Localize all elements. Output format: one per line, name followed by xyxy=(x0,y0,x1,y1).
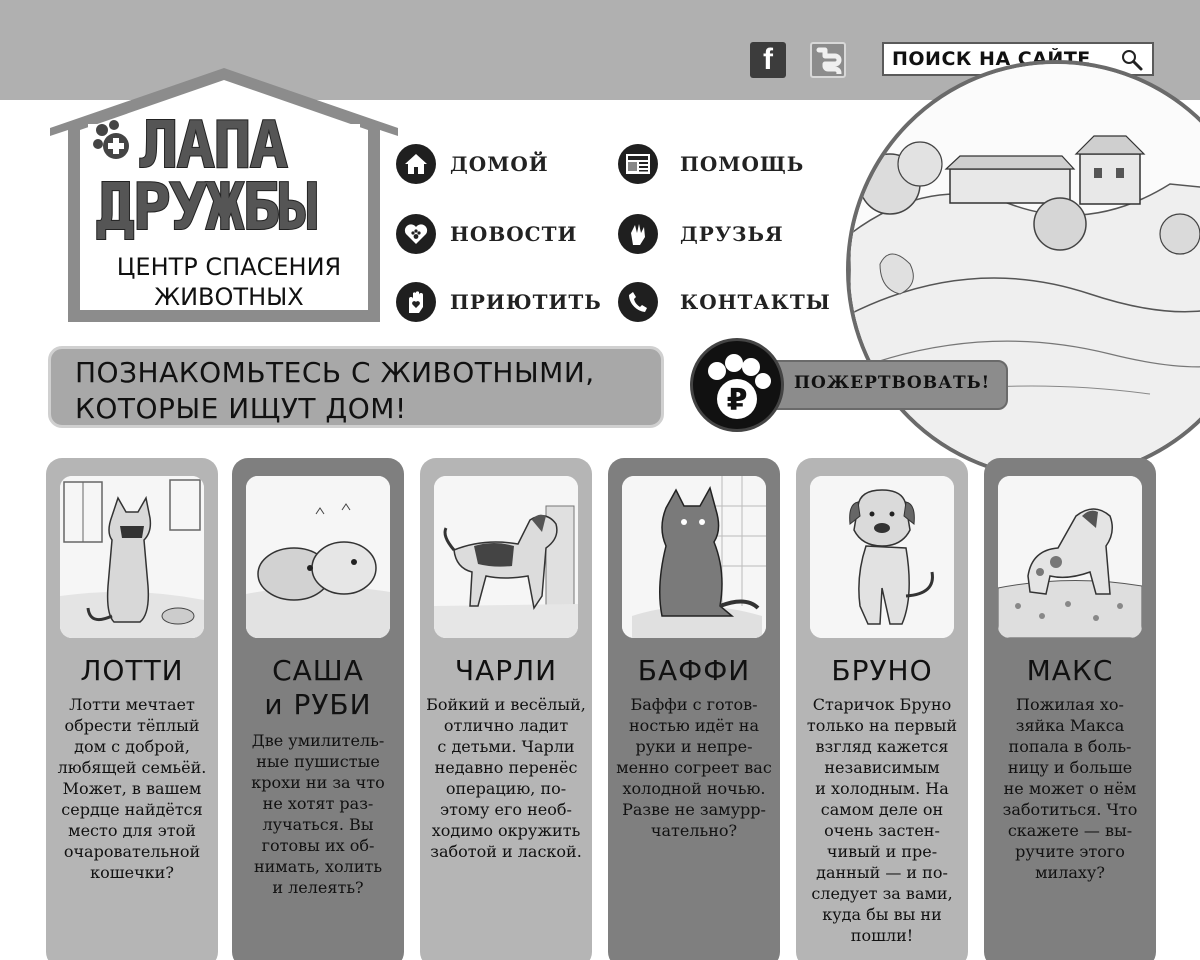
paw-heart-icon xyxy=(396,214,436,254)
animal-name: МАКС xyxy=(1026,654,1114,687)
phone-icon xyxy=(618,282,658,322)
paw-plus-icon xyxy=(92,120,140,166)
nav-adopt[interactable] xyxy=(396,282,602,322)
animal-name: ЛОТТИ xyxy=(80,654,184,687)
home-icon xyxy=(396,144,436,184)
hand-heart-icon xyxy=(396,282,436,322)
animal-photo-dog-buffy[interactable] xyxy=(622,476,766,638)
donate-label: ПОЖЕРТВОВАТЬ! xyxy=(794,373,991,393)
animal-description: Старичок Бруно только на первый взгляд кажется независимым и холодным. На самом деле он очень застен- чивый и пре- данный — и по- следует за вами, куда бы вы ни пошли! xyxy=(806,695,958,945)
nav-adopt-label: ПРИЮТИТЬ xyxy=(450,290,602,314)
animal-photo-dog-charlie[interactable] xyxy=(434,476,578,638)
animal-description: Пожилая хо- зяйка Макса попала в боль- ницу и больше не может о нём заботиться. Что скажете — вы- ручите этого милаху? xyxy=(1002,695,1138,882)
nav-news-label: НОВОСТИ xyxy=(450,222,578,246)
nav-contacts[interactable] xyxy=(618,282,831,322)
nav-friends[interactable] xyxy=(618,214,784,254)
paw-ruble-icon xyxy=(690,338,784,432)
logo-tagline: ЦЕНТР СПАСЕНИЯ ЖИВОТНЫХ xyxy=(116,253,342,311)
animal-description: Две умилитель- ные пушистые крохи ни за что не хотят раз- лучаться. Вы готовы их об- нимать, холить и лелеять? xyxy=(251,731,385,897)
animal-name: БАФФИ xyxy=(637,654,751,687)
ruble-symbol: ₽ xyxy=(726,383,748,418)
animal-photo-guinea-pigs[interactable] xyxy=(246,476,390,638)
search-icon[interactable] xyxy=(1120,48,1144,72)
banner-text: ПОЗНАКОМЬТЕСЬ С ЖИВОТНЫМИ, КОТОРЫЕ ИЩУТ ДОМ! xyxy=(75,356,595,425)
animal-card xyxy=(796,458,968,960)
animal-name: САША и РУБИ xyxy=(264,654,372,721)
animal-card xyxy=(984,458,1156,960)
animal-card xyxy=(420,458,592,960)
animal-photo-dog-max[interactable] xyxy=(998,476,1142,638)
nav-help-label: ПОМОЩЬ xyxy=(680,152,805,176)
twitter-icon[interactable] xyxy=(810,42,846,78)
animal-name: БРУНО xyxy=(831,654,933,687)
nav-contacts-label: КОНТАКТЫ xyxy=(680,290,831,314)
animal-card xyxy=(608,458,780,960)
animal-description: Лотти мечтает обрести тёплый дом с доброй, любящей семьёй. Может, в вашем сердце найдётся место для этой очаровательной кошечки? xyxy=(57,695,207,882)
facebook-icon[interactable]: f xyxy=(750,42,786,78)
nav-news[interactable] xyxy=(396,214,577,254)
animal-name: ЧАРЛИ xyxy=(454,654,558,687)
animal-photo-cat[interactable] xyxy=(60,476,204,638)
animal-card xyxy=(232,458,404,960)
nav-home-label: ДОМОЙ xyxy=(450,152,549,176)
animal-card xyxy=(46,458,218,960)
newspaper-icon xyxy=(618,144,658,184)
nav-friends-label: ДРУЗЬЯ xyxy=(680,222,784,246)
nav-help[interactable] xyxy=(618,144,804,184)
logo-title-line2: ДРУЖБЫ xyxy=(96,171,316,245)
logo-title-line1: ЛАПА xyxy=(140,109,287,183)
animal-photo-dog-bruno[interactable] xyxy=(810,476,954,638)
nav-home[interactable] xyxy=(396,144,549,184)
animal-description: Баффи с готов- ностью идёт на руки и непре- менно согреет вас холодной ночью. Разве не замурр- чательно? xyxy=(616,695,772,840)
countryside-illustration xyxy=(846,60,1200,480)
handshake-icon xyxy=(618,214,658,254)
animal-description: Бойкий и весёлый, отлично ладит с детьми. Чарли недавно перенёс операцию, по- этому его необ- ходимо окружить заботой и лаской. xyxy=(426,695,586,861)
banner xyxy=(48,346,664,428)
